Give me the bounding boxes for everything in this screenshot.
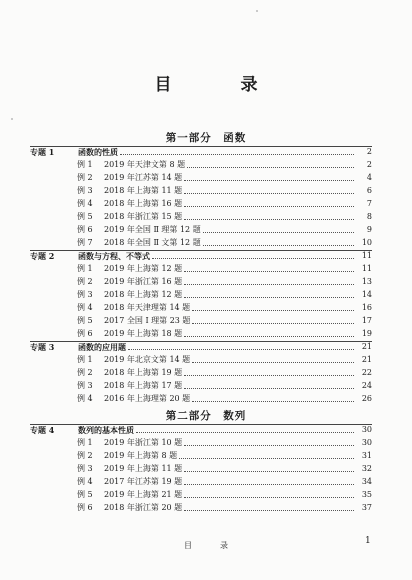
- example-title: 2019 年全国 Ⅱ 理第 12 题: [104, 225, 201, 234]
- example-code: 例 4: [77, 199, 93, 208]
- page-number: 14: [361, 290, 372, 299]
- dot-leader: [120, 153, 354, 155]
- dot-leader: [192, 400, 354, 402]
- example-code: 例 2: [77, 368, 93, 377]
- toc-entry[interactable]: [30, 211, 372, 223]
- page-number: 2: [366, 160, 372, 169]
- page-number: 30: [361, 425, 372, 434]
- toc-entry[interactable]: [30, 172, 372, 184]
- example-code: 例 1: [77, 160, 93, 169]
- toc-topic[interactable]: [30, 424, 372, 436]
- example-title: 2017 年江苏第 19 题: [104, 477, 183, 486]
- example-title: 2019 年天津文第 8 题: [104, 160, 186, 169]
- example-code: 例 4: [77, 477, 93, 486]
- dot-leader: [184, 496, 354, 498]
- page-number: 8: [366, 212, 372, 221]
- page-number: 2: [366, 147, 372, 156]
- example-title: 2018 年天津理第 14 题: [104, 303, 191, 312]
- dot-leader: [192, 322, 354, 324]
- toc-entry[interactable]: [30, 159, 372, 171]
- page-number: 13: [361, 277, 372, 286]
- dot-leader: [184, 335, 354, 337]
- example-code: 例 1: [77, 438, 93, 447]
- example-title: 2019 年北京文第 14 题: [104, 355, 191, 364]
- toc-entry[interactable]: [30, 489, 372, 501]
- toc-entry[interactable]: [30, 315, 372, 327]
- toc-entry[interactable]: [30, 502, 372, 514]
- example-title: 2018 年浙江第 20 题: [104, 503, 183, 512]
- dot-leader: [184, 444, 354, 446]
- example-code: 例 1: [77, 264, 93, 273]
- dot-leader: [184, 218, 354, 220]
- example-title: 2018 年上海第 17 题: [104, 381, 183, 390]
- example-code: 例 5: [77, 490, 93, 499]
- part-title: 第一部分 函数: [165, 132, 247, 144]
- dot-leader: [136, 431, 354, 433]
- topic-code: 专题 2: [30, 251, 55, 261]
- page-number: 11: [361, 251, 372, 260]
- example-title: 2019 年浙江第 10 题: [104, 438, 183, 447]
- page-number: 6: [366, 186, 372, 195]
- dot-leader: [184, 179, 354, 181]
- page-number: 24: [361, 381, 372, 390]
- toc-entry[interactable]: [30, 198, 372, 210]
- toc-entry[interactable]: [30, 289, 372, 301]
- example-code: 例 3: [77, 290, 93, 299]
- toc-entry[interactable]: [30, 302, 372, 314]
- example-title: 2018 年全国 Ⅱ 文第 12 题: [104, 238, 201, 247]
- example-title: 2019 年上海第 12 题: [104, 264, 183, 273]
- dot-leader: [184, 509, 354, 511]
- page-number: 22: [361, 368, 372, 377]
- example-title: 2018 年浙江第 15 题: [104, 212, 183, 221]
- part-title: 第二部分 数列: [165, 410, 247, 422]
- example-code: 例 1: [77, 355, 93, 364]
- page-number: 34: [361, 477, 372, 486]
- example-title: 2018 年上海第 11 题: [104, 186, 183, 195]
- toc-topic[interactable]: [30, 146, 372, 158]
- page-number: 11: [361, 264, 372, 273]
- dot-leader: [184, 387, 354, 389]
- page-number: 4: [366, 173, 372, 182]
- toc-topic[interactable]: [30, 341, 372, 353]
- example-title: 2018 年上海第 12 题: [104, 290, 183, 299]
- toc-entry[interactable]: [30, 263, 372, 275]
- example-code: 例 3: [77, 381, 93, 390]
- toc-entry[interactable]: [30, 185, 372, 197]
- example-title: 2017 全国 Ⅰ 理第 23 题: [104, 316, 191, 325]
- dot-leader: [184, 270, 354, 272]
- toc-topic[interactable]: [30, 250, 372, 262]
- toc-entry[interactable]: [30, 354, 372, 366]
- example-title: 2019 年浙江第 16 题: [104, 277, 183, 286]
- example-title: 2019 年上海第 8 题: [104, 451, 178, 460]
- example-title: 2019 年江苏第 14 题: [104, 173, 183, 182]
- dot-leader: [203, 244, 354, 246]
- example-code: 例 5: [77, 316, 93, 325]
- page-number: 17: [361, 316, 372, 325]
- scan-speck: [11, 118, 13, 120]
- example-title: 2016 年上海理第 20 题: [104, 394, 191, 403]
- topic-code: 专题 3: [30, 342, 55, 352]
- toc-entry[interactable]: [30, 393, 372, 405]
- page-number: 21: [361, 355, 372, 364]
- dot-leader: [179, 457, 354, 459]
- scan-speck: [256, 10, 258, 12]
- toc-entry[interactable]: [30, 237, 372, 249]
- example-code: 例 4: [77, 303, 93, 312]
- toc-entry[interactable]: [30, 476, 372, 488]
- topic-title: 函数的应用题: [78, 342, 126, 352]
- page-number: 26: [361, 394, 372, 403]
- dot-leader: [192, 309, 354, 311]
- page-number: 35: [361, 490, 372, 499]
- example-code: 例 5: [77, 212, 93, 221]
- example-code: 例 6: [77, 329, 93, 338]
- page-number: 16: [361, 303, 372, 312]
- dot-leader: [184, 296, 354, 298]
- toc-entry[interactable]: [30, 450, 372, 462]
- topic-title: 函数与方程、不等式: [78, 251, 150, 261]
- toc-entry[interactable]: [30, 328, 372, 340]
- page-number: 30: [361, 438, 372, 447]
- toc-entry[interactable]: [30, 463, 372, 475]
- example-title: 2019 年上海第 18 题: [104, 329, 183, 338]
- dot-leader: [184, 483, 354, 485]
- dot-leader: [184, 205, 354, 207]
- example-code: 例 3: [77, 186, 93, 195]
- page-number: 37: [361, 503, 372, 512]
- dot-leader: [152, 257, 354, 259]
- example-code: 例 3: [77, 464, 93, 473]
- dot-leader: [203, 231, 354, 233]
- dot-leader: [184, 283, 354, 285]
- footer-label: 目 录: [184, 541, 238, 550]
- example-code: 例 2: [77, 277, 93, 286]
- example-code: 例 4: [77, 394, 93, 403]
- toc-entry[interactable]: [30, 224, 372, 236]
- topic-title: 函数的性质: [78, 147, 118, 157]
- topic-code: 专题 1: [30, 147, 55, 157]
- dot-leader: [184, 192, 354, 194]
- toc-entry[interactable]: [30, 276, 372, 288]
- page-title: 目 录: [154, 75, 284, 95]
- dot-leader: [184, 374, 354, 376]
- page-number: 10: [361, 238, 372, 247]
- toc-entry[interactable]: [30, 380, 372, 392]
- dot-leader: [128, 348, 354, 350]
- topic-code: 专题 4: [30, 425, 55, 435]
- example-code: 例 2: [77, 173, 93, 182]
- page-number: 21: [361, 342, 372, 351]
- page-number: 9: [366, 225, 372, 234]
- example-code: 例 6: [77, 503, 93, 512]
- toc-entry[interactable]: [30, 437, 372, 449]
- topic-title: 数列的基本性质: [78, 425, 134, 435]
- example-title: 2019 年上海第 11 题: [104, 464, 183, 473]
- toc-entry[interactable]: [30, 367, 372, 379]
- page-number: 32: [361, 464, 372, 473]
- example-code: 例 6: [77, 225, 93, 234]
- dot-leader: [192, 361, 354, 363]
- example-code: 例 7: [77, 238, 93, 247]
- page-number: 19: [361, 329, 372, 338]
- dot-leader: [187, 166, 354, 168]
- example-code: 例 2: [77, 451, 93, 460]
- example-title: 2018 年上海第 19 题: [104, 368, 183, 377]
- example-title: 2019 年上海第 21 题: [104, 490, 183, 499]
- dot-leader: [184, 470, 354, 472]
- page-number: 31: [361, 451, 372, 460]
- footer-page-number: 1: [365, 536, 371, 546]
- example-title: 2018 年上海第 16 题: [104, 199, 183, 208]
- page-number: 7: [366, 199, 372, 208]
